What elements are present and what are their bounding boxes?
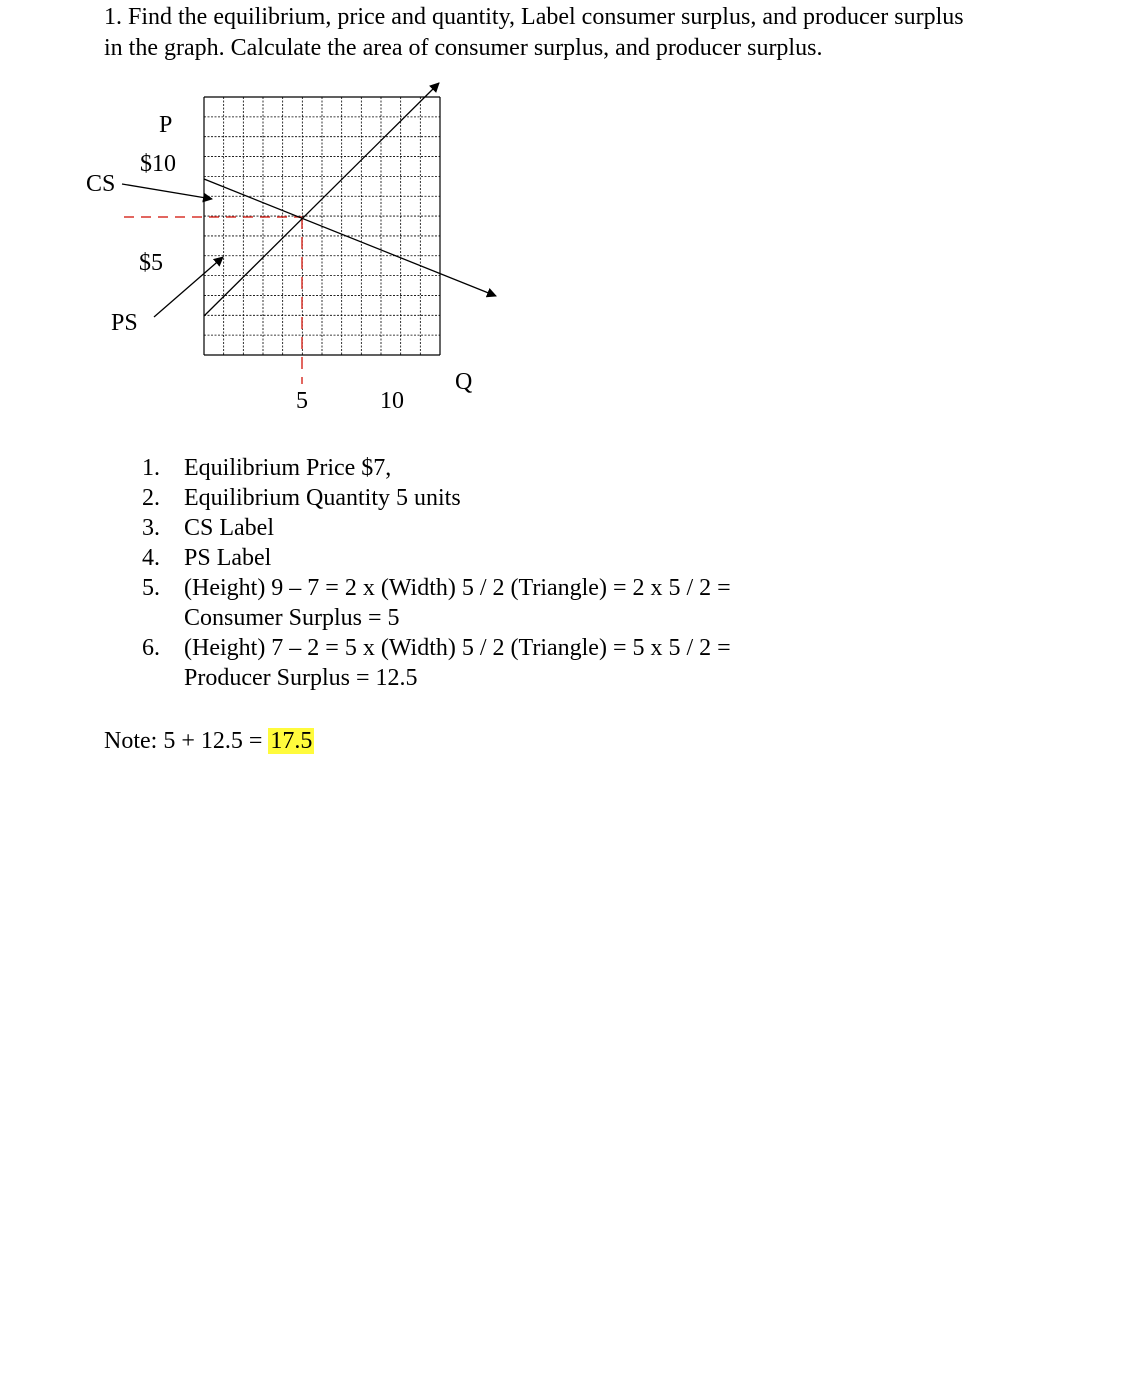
answer-number: 2. bbox=[142, 485, 160, 511]
q-axis-label: Q bbox=[455, 369, 473, 395]
answer-number: 5. bbox=[142, 575, 160, 601]
price-tick-5: $5 bbox=[139, 250, 163, 276]
answer-text: PS Label bbox=[184, 545, 272, 571]
answer-item-5 bbox=[142, 573, 731, 633]
answer-text: Equilibrium Quantity 5 units bbox=[184, 485, 461, 511]
demand-curve bbox=[204, 179, 496, 296]
cs-label: CS bbox=[86, 171, 116, 197]
answer-item-1 bbox=[142, 453, 731, 483]
answer-item-6 bbox=[142, 633, 731, 693]
answer-item-4 bbox=[142, 543, 731, 573]
answer-text: CS Label bbox=[184, 515, 274, 541]
cs-pointer-arrow bbox=[122, 184, 212, 199]
note-total-highlight: 17.5 bbox=[270, 728, 313, 754]
note-prefix: Note: 5 + 12.5 = bbox=[104, 728, 269, 754]
answer-text: Equilibrium Price $7, bbox=[184, 455, 392, 481]
ps-label: PS bbox=[111, 310, 138, 336]
qty-tick-5: 5 bbox=[296, 388, 308, 414]
answer-text-cont: Producer Surplus = 12.5 bbox=[184, 665, 418, 691]
answer-text: (Height) 7 – 2 = 5 x (Width) 5 / 2 (Triangle) = 5 x 5 / 2 = bbox=[184, 635, 731, 661]
question-line-2: in the graph. Calculate the area of consumer surplus, and producer surplus. bbox=[104, 35, 823, 61]
answer-list bbox=[142, 453, 731, 693]
answer-number: 3. bbox=[142, 515, 160, 541]
qty-tick-10: 10 bbox=[380, 388, 404, 414]
question-line-1: 1. Find the equilibrium, price and quantity, Label consumer surplus, and producer surplus bbox=[104, 4, 964, 30]
answer-number: 1. bbox=[142, 455, 160, 481]
answer-item-2 bbox=[142, 483, 731, 513]
p-axis-label: P bbox=[159, 112, 173, 138]
note-line bbox=[104, 725, 314, 757]
answer-number: 6. bbox=[142, 635, 160, 661]
supply-demand-graph bbox=[0, 0, 1148, 440]
price-tick-10: $10 bbox=[140, 151, 176, 177]
answer-item-3 bbox=[142, 513, 731, 543]
supply-curve bbox=[204, 83, 439, 316]
answer-number: 4. bbox=[142, 545, 160, 571]
answer-text: (Height) 9 – 7 = 2 x (Width) 5 / 2 (Triangle) = 2 x 5 / 2 = bbox=[184, 575, 731, 601]
answer-text-cont: Consumer Surplus = 5 bbox=[184, 605, 400, 631]
